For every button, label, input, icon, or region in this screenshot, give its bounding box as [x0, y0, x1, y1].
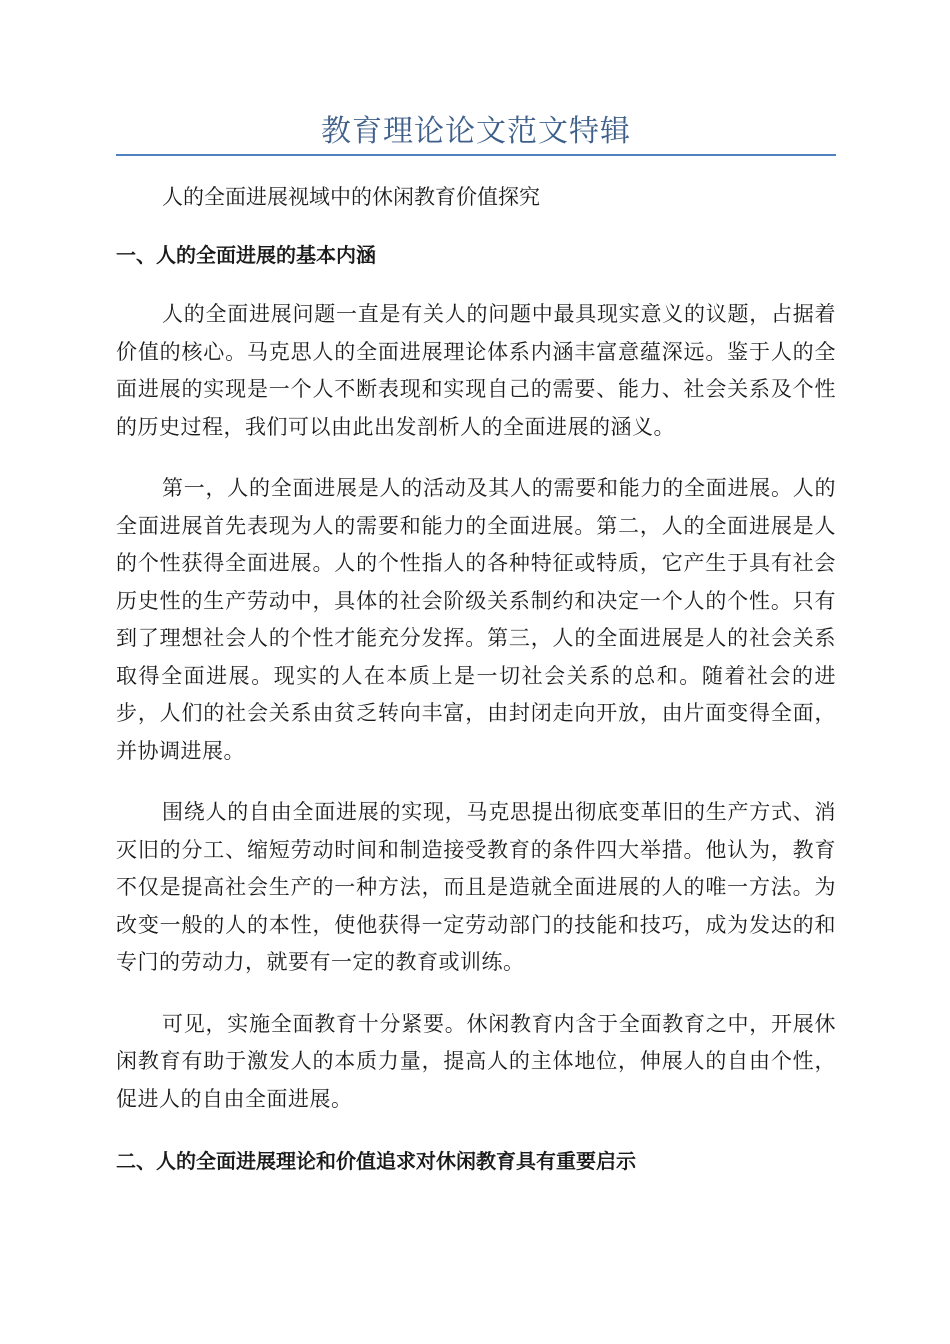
article-subtitle: 人的全面进展视域中的休闲教育价值探究 — [162, 185, 540, 209]
paragraph-2: 第一，人的全面进展是人的活动及其人的需要和能力的全面进展。人的全面进展首先表现为人的需要和能力的全面进展。第二，人的全面进展是人的个性获得全面进展。人的个性指人的各种特征或特质，它产生于具有社会历史性的生产劳动中，具体的社会阶级关系制约和决定一个人的个性。只有到了理想社会人的个性才能充分发挥。第三，人的全面进展是人的社会关系取得全面进展。现实的人在本质上是一切社会关系的总和。随着社会的进步，人们的社会关系由贫乏转向丰富，由封闭走向开放，由片面变得全面，并协调进展。 — [116, 476, 836, 763]
title-underline — [116, 154, 836, 156]
document-title: 教育理论论文范文特辑 — [321, 114, 631, 149]
section-heading-1: 一、人的全面进展的基本内涵 — [116, 243, 376, 267]
paragraph-1: 人的全面进展问题一直是有关人的问题中最具现实意义的议题，占据着价值的核心。马克思人的全面进展理论体系内涵丰富意蕴深远。鉴于人的全面进展的实现是一个人不断表现和实现自己的需要、能力、社会关系及个性的历史过程，我们可以由此出发剖析人的全面进展的涵义。 — [116, 302, 836, 439]
paragraph-4: 可见，实施全面教育十分紧要。休闲教育内含于全面教育之中，开展休闲教育有助于激发人的本质力量，提高人的主体地位，伸展人的自由个性，促进人的自由全面进展。 — [116, 1011, 836, 1111]
section-heading-2: 二、人的全面进展理论和价值追求对休闲教育具有重要启示 — [116, 1149, 636, 1173]
document-page — [116, 0, 836, 1176]
paragraph-3: 围绕人的自由全面进展的实现，马克思提出彻底变革旧的生产方式、消灭旧的分工、缩短劳动时间和制造接受教育的条件四大举措。他认为，教育不仅是提高社会生产的一种方法，而且是造就全面进展的人的唯一方法。为改变一般的人的本性，使他获得一定劳动部门的技能和技巧，成为发达的和专门的劳动力，就要有一定的教育或训练。 — [116, 800, 836, 974]
